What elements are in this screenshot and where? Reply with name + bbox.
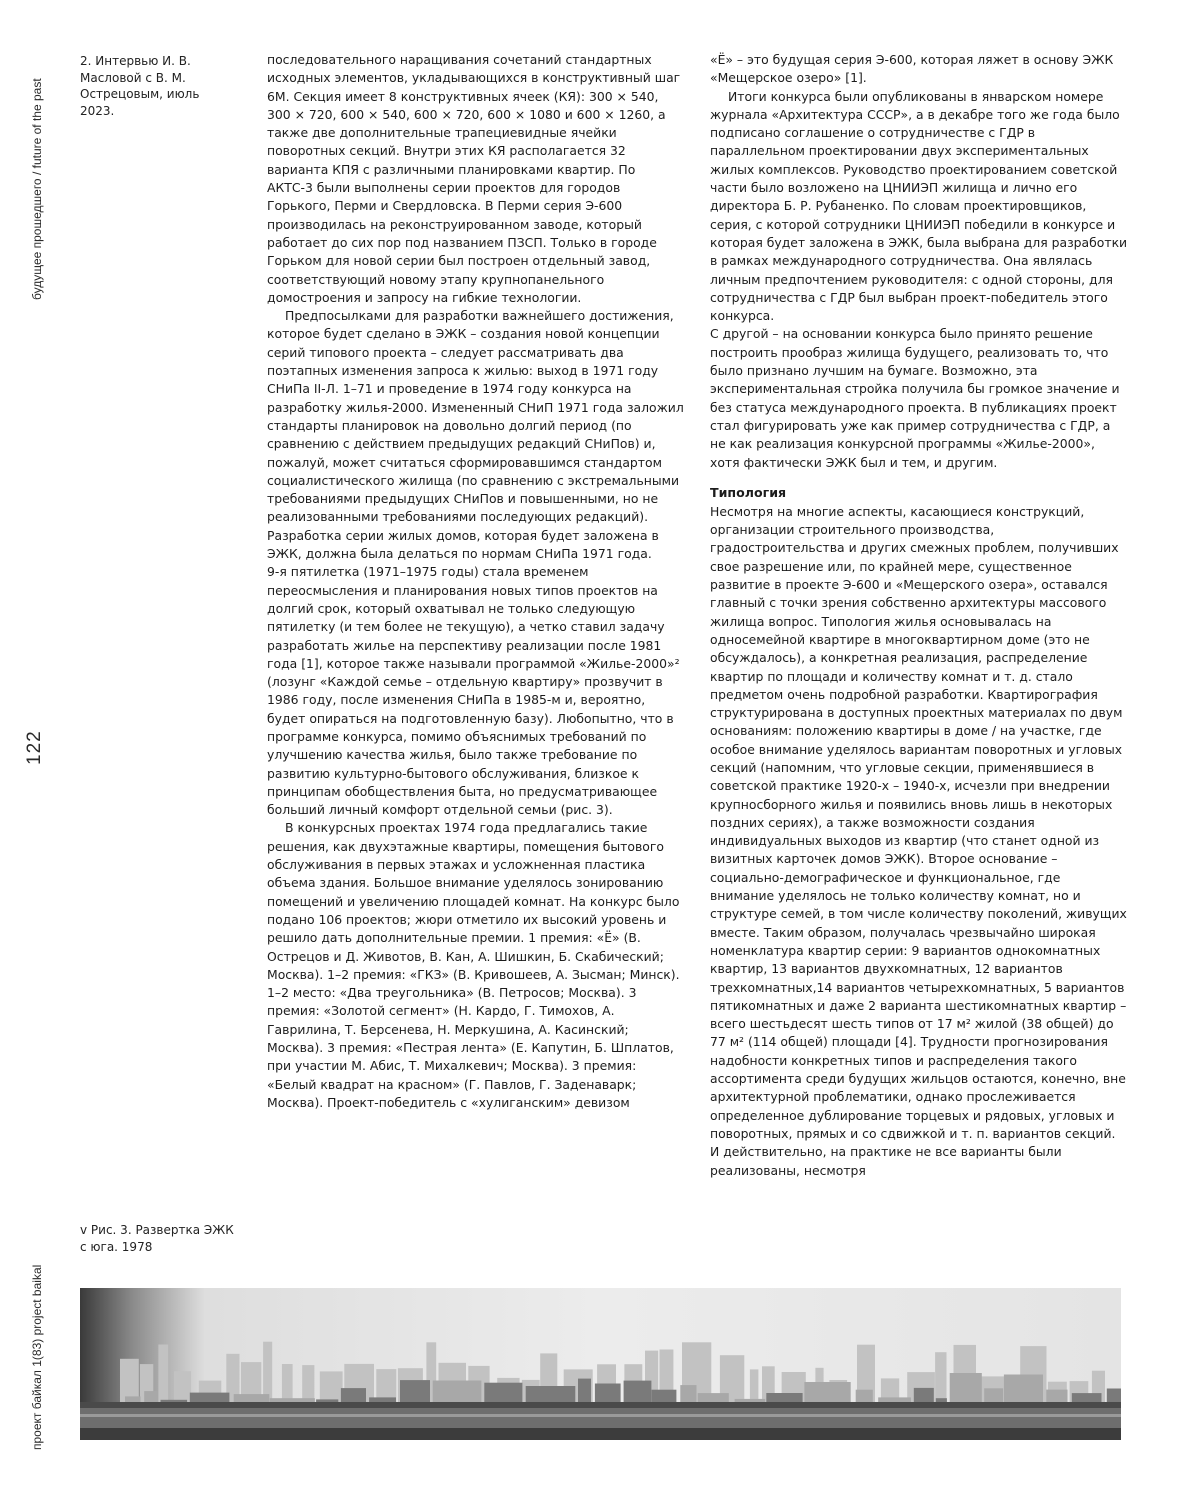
section-heading: Типология	[710, 484, 787, 500]
page-number: 122	[24, 730, 45, 765]
building-far	[174, 1371, 191, 1404]
building-near	[578, 1379, 591, 1406]
footnote: 2. Интервью И. В. Масловой с В. М. Острецовым, июль 2023.	[80, 54, 200, 118]
text-column-middle	[267, 51, 685, 1112]
building-far	[750, 1369, 759, 1404]
building-far	[302, 1365, 314, 1404]
paragraph: Несмотря на многие аспекты, касающиеся конструкций, организации строительного производства, градостроительства и других смежных проблем, получивших свое разрешение или, по крайней мере, существенное развитие в проекте Э-600 и «Мещерского озера», оставался главный с точки зрения собственно архитектуры массового жилища вопрос. Типология жилья основывалась на односемейной квартире в многоквартирном доме (это не обсуждалось), а конкретная реализация, распределение квартир по площади и количеству комнат и т. д. стало предметом очень подробной разработки. Квартирография структурирована в доступных проектных материалах по двум основаниям: положению квартиры в доме / на участке, где особое внимание уделялось вариантам поворотных и угловых секций (напомним, что угловые секции, применявшиеся в советской практике 1920-х – 1940-х, исчезли при внедрении крупносборного жилья и появились вновь лишь в некоторых поздних сериях), а также возможности создания индивидуальных выходов из квартир (что станет одной из визитных карточек домов ЭЖК). Второе основание – социально-демографическое и функциональное, где внимание уделялось не только количеству комнат, но и структуре семей, в том числе количеству поколений, живущих вместе. Таким образом, получалась чрезвычайно широкая номенклатура квартир серии: 9 вариантов однокомнатных квартир, 13 вариантов двухкомнатных, 12 вариантов трехкомнатных,14 вариантов четырехкомнатных, 5 вариантов пятикомнатных и даже 2 варианта шестикомнатных квартир – всего шестьдесят шесть типов от 17 м² жилой (38 общей) до 77 м² (114 общей) площади [4]. Трудности прогнозирования надобности конкретных типов и распределения такого ассортимента среди будущих жильцов остаются, конечно, вне архитектурной проблематики, однако прослеживается определенное дублирование торцевых и рядовых, угловых и поворотных, прямых и со сдвижкой и т. п. вариантов секций. И действительно, на практике не все варианты были реализованы, несмотря	[710, 503, 1127, 1178]
paragraph: 9-я пятилетка (1971–1975 годы) стала временем переосмысления и планирования новых типов проектов на долгий срок, который охватывал не только следующую пятилетку (и тем более не текущую), а четко ставил задачу разработать жилье на перспективу реализации после 1981 года [1], которое также называли программой «Жилье-2000»² (лозунг «Каждой семье – отдельную квартиру» прозвучит в 1986 году, после изменения СНиПа в 1985-м и, вероятно, будет опираться на подготовленную базу). Любопытно, что в программе конкурса, помимо объяснимых требований по улучшению качества жилья, было также требование по развитию культурно-бытового обслуживания, близкое к принципам обобществления быта, но предусматривающее больший личный комфорт отдельной семьи (рис. 3).	[267, 564, 680, 818]
paragraph: «Ё» – это будущая серия Э-600, которая ляжет в основу ЭЖК «Мещерское озеро» [1].	[710, 52, 1114, 86]
text-column-right	[710, 51, 1128, 1180]
running-head: будущее прошедшего / future of the past	[30, 78, 44, 300]
journal-id: проект байкал 1(83) project baikal	[30, 1264, 44, 1450]
paragraph: С другой – на основании конкурса было принято решение построить прообраз жилища будущего, реализовать то, что было признано лучшим на бумаге. Возможно, эта экспериментальная стройка получила бы громкое значение и без статуса международного проекта. В публикациях проект стал фигурировать уже как пример сотрудничества с ГДР, а не как реализация конкурсной программы «Жилье-2000», хотя фактически ЭЖК был и тем, и другим.	[710, 326, 1120, 470]
building-far	[320, 1371, 343, 1404]
figure-caption: v Рис. 3. Развертка ЭЖК с юга. 1978	[80, 1223, 234, 1254]
building-near	[950, 1373, 982, 1406]
paragraph: Предпосылками для разработки важнейшего достижения, которое будет сделано в ЭЖК – создания новой концепции серий типового проекта – следует рассматривать два поэтапных изменения запроса к жилью: выход в 1971 году СНиПа II-Л. 1–71 и проведение в 1974 году конкурса на разработку жилья-2000. Измененный СНиП 1971 года заложил стандарты планировок на довольно долгий период (по сравнению с действием предыдущих редакций СНиПов) и, пожалуй, может считаться сформировавшимся стандартом социалистического жилища (по сравнению с экстремальными требованиями предыдущих СНиПов и повышенными, но не реализованными требованиями последующих редакций). Разработка серии жилых домов, которая будет заложена в ЭЖК, должна была делаться по нормам СНиПа 1971 года.	[267, 308, 684, 562]
paragraph: Итоги конкурса были опубликованы в январском номере журнала «Архитектура СССР», а в декабре того же года было подписано соглашение о сотрудничестве с ГДР в параллельном проектировании двух экспериментальных жилых комплексов. Руководство проектированием советской части было возложено на ЦНИИЭП жилища и лично его директора Б. Р. Рубаненко. По словам проектировщиков, серия, с которой сотрудники ЦНИИЭП победили в конкурсе и которая будет заложена в ЭЖК, была выбрана для разработки в рамках международного сотрудничества. Она являлась личным предпочтением руководителя: с одной стороны, для сотрудничества с ГДР был выбран проект-победитель этого конкурса.	[710, 88, 1128, 324]
paragraph: последовательного наращивания сочетаний стандартных исходных элементов, укладывающихся в конструктивный шаг 6М. Секция имеет 8 конструктивных ячеек (КЯ): 300 × 540, 300 × 720, 600 × 540, 600 × 720, 600 × 1080 и 600 × 1260, а также две дополнительные трапециевидные ячейки поворотных секций. Внутри этих КЯ располагается 32 варианта КПЯ с различными планировками квартир. По АКТС-3 были выполнены серии проектов для городов Горького, Перми и Свердловска. В Перми серия Э-600 производилась на реконструированном заводе, который работает до сих пор под названием ПЗСП. Только в городе Горьком для новой серии был построен отдельный завод, соответствующий новому этапу крупнопанельного домостроения и запросу на гибкие технологии.	[267, 52, 681, 305]
figure-elevation-drawing	[80, 1288, 1121, 1440]
elevation-drawing	[80, 1288, 1121, 1440]
building-near	[1004, 1375, 1043, 1407]
building-far	[282, 1364, 293, 1404]
paragraph: В конкурсных проектах 1974 года предлагались такие решения, как двухэтажные квартиры, помещения бытового обслуживания в первых этажах и усложненная пластика объема здания. Большое внимание уделялось зонированию помещений и увеличению площадей комнат. На конкурс было подано 106 проектов; жюри отметило их высокий уровень и решило дать дополнительные премии. 1 премия: «Ё» (В. Острецов и Д. Животов, В. Кан, А. Шишкин, Б. Скабический; Москва). 1–2 премия: «ГКЗ» (В. Кривошеев, А. Зысман; Минск). 1–2 место: «Два треугольника» (В. Петросов; Москва). 3 премия: «Золотой сегмент» (Н. Кардо, Г. Тимохов, А. Гаврилина, Т. Берсенева, Н. Меркушина, А. Касинский; Москва). 3 премия: «Пестрая лента» (Е. Капутин, Б. Шплатов, при участии М. Абис, Т. Михалкевич; Москва). 3 премия: «Белый квадрат на красном» (Г. Павлов, Г. Заденаварк; Москва). Проект-победитель с «хулиганским» девизом	[267, 820, 680, 1110]
building-far	[935, 1352, 946, 1404]
building-far	[158, 1345, 168, 1405]
